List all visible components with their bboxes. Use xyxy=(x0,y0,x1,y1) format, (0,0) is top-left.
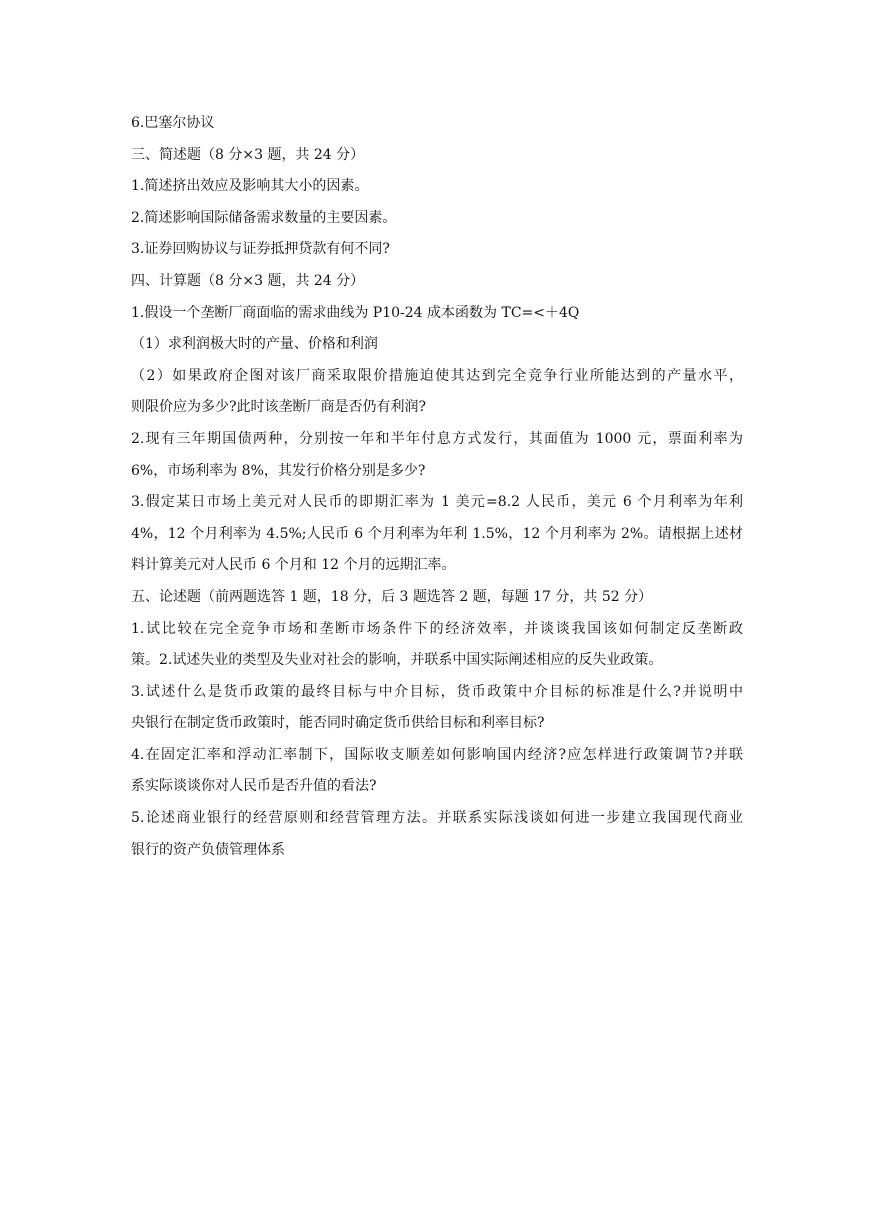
section-5-heading: 五、论述题（前两题选答 1 题，18 分，后 3 题选答 2 题，每题 17 分，共 52 分） xyxy=(131,588,653,605)
calc-3-line-2: 4%，12 个月利率为 4.5%;人民币 6 个月利率为年利 1.5%，12 个月利率为 2%。请根据上述材 xyxy=(131,525,743,542)
essay-4-line-2: 系实际谈谈你对人民币是否升值的看法? xyxy=(131,778,377,795)
calc-1-part-2-line-2: 则限价应为多少?此时该垄断厂商是否仍有利润? xyxy=(131,399,427,416)
essay-5-line-1: 5.论述商业银行的经营原则和经营管理方法。并联系实际浅谈如何进一步建立我国现代商业 xyxy=(131,810,743,827)
calc-1-part-2-line-1: （2）如果政府企图对该厂商采取限价措施迫使其达到完全竞争行业所能达到的产量水平， xyxy=(131,367,743,384)
essay-3-line-2: 央银行在制定货币政策时，能否同时确定货币供给目标和利率目标? xyxy=(131,715,545,732)
short-answer-2: 2.简述影响国际储备需求数量的主要因素。 xyxy=(131,209,397,226)
essay-3-line-1: 3.试述什么是货币政策的最终目标与中介目标，货币政策中介目标的标准是什么?并说明中 xyxy=(131,683,743,700)
calc-1-part-1: （1）求利润极大时的产量、价格和利润 xyxy=(131,336,378,353)
essay-1-line-1: 1.试比较在完全竞争市场和垄断市场条件下的经济效率，并谈谈我国该如何制定反垄断政 xyxy=(131,620,743,637)
question-6-basel-accord: 6.巴塞尔协议 xyxy=(131,115,215,131)
short-answer-1: 1.简述挤出效应及影响其大小的因素。 xyxy=(131,178,369,195)
section-4-heading: 四、计算题（8 分×3 题，共 24 分） xyxy=(131,272,365,289)
calc-2-line-1: 2.现有三年期国债两种，分别按一年和半年付息方式发行，其面值为 1000 元，票面利率为 xyxy=(131,430,743,447)
calc-2-line-2: 6%，市场利率为 8%，其发行价格分别是多少? xyxy=(131,462,426,479)
short-answer-3: 3.证券回购协议与证券抵押贷款有何不同? xyxy=(131,241,390,258)
calc-1-prompt: 1.假设一个垄断厂商面临的需求曲线为 P10-24 成本函数为 TC=<＋4Q xyxy=(131,304,580,321)
section-3-heading: 三、简述题（8 分×3 题，共 24 分） xyxy=(131,146,365,163)
calc-3-line-1: 3.假定某日市场上美元对人民币的即期汇率为 1 美元=8.2 人民币，美元 6 个月利率为年利 xyxy=(131,494,743,511)
calc-3-line-3: 料计算美元对人民币 6 个月和 12 个月的远期汇率。 xyxy=(131,557,456,574)
essay-4-line-1: 4.在固定汇率和浮动汇率制下，国际收支顺差如何影响国内经济?应怎样进行政策调节?并联 xyxy=(131,746,743,763)
document-body xyxy=(131,108,743,866)
essay-1-2-line-2: 策。2.试述失业的类型及失业对社会的影响，并联系中国实际阐述相应的反失业政策。 xyxy=(131,652,663,669)
essay-5-line-2: 银行的资产负债管理体系 xyxy=(131,841,285,858)
